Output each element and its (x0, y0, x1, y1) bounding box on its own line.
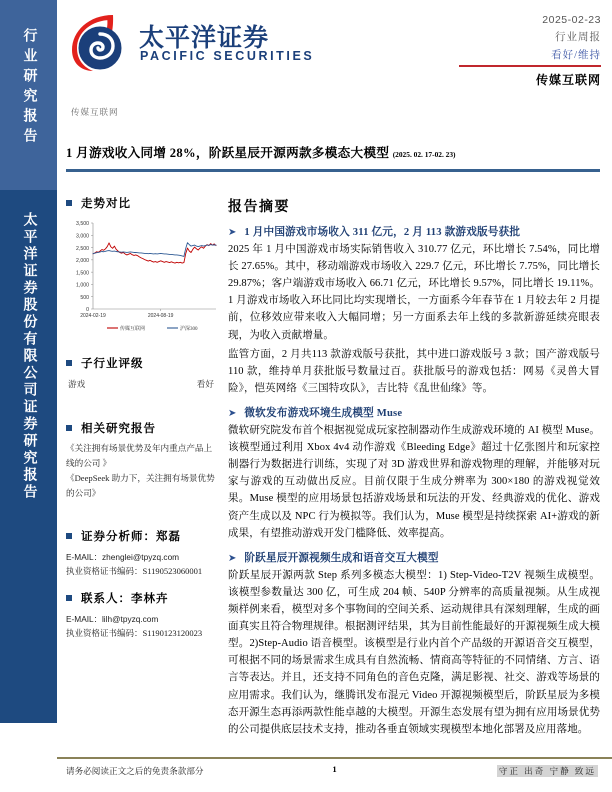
square-bullet-icon (66, 360, 72, 366)
related-report-item[interactable]: 的公司》 (66, 487, 101, 498)
related-reports-list (66, 442, 218, 501)
right-column (228, 196, 600, 740)
header-sub-brand: 传媒互联网 (71, 107, 119, 117)
summary-body (228, 226, 600, 738)
trend-chart (66, 217, 218, 339)
svg-text:3,500: 3,500 (76, 221, 89, 228)
pacific-securities-logo-icon (67, 12, 133, 74)
summary-paragraph: 监管方面，2 月共113 款游戏版号获批，其中进口游戏版号 3 款；国产游戏版号 110 款，维持单月获批版号数量过百。获批版号的游戏包括：网易《灵兽大冒险》，恺英网络《三国特攻队》，吉比特《乱世仙缘》等。 (228, 348, 600, 394)
page-title (66, 142, 600, 161)
summary-paragraph: 2025 年 1 月中国游戏市场实际销售收入 310.77 亿元，环比增长 7.54%，同比增长 27.65%。其中，移动端游戏市场收入 229.7 亿元，环比增长 7.75%，同比增长 29.87%；客户端游戏市场收入 66.71 亿元，环比增长 9.57%，同比增长 19.11%。1 月游戏市场收入环比同比均实现增长，一方面系今年春节在 1 月较去年 2 月提前，位移效应带来收入大幅同增；另一方面系去年上线的多款新游延续亮眼表现，为收入贡献增量。 (228, 244, 600, 341)
trend-section-title: 走势对比 (81, 198, 131, 210)
svg-text:2024-08-19: 2024-08-19 (147, 313, 174, 319)
svg-text:500: 500 (80, 294, 89, 301)
square-bullet-icon (66, 200, 72, 206)
header-divider (459, 65, 601, 67)
sidebar-bottom-label: 太平洋证券股份有限公司证券研究报告 (21, 212, 37, 501)
analyst-name: 证券分析师：郑磊 (81, 530, 181, 543)
analyst-email[interactable]: E-MAIL：zhenglei@tpyzq.com (66, 551, 180, 562)
analyst-section-header (66, 528, 218, 544)
svg-text:2,000: 2,000 (76, 258, 89, 265)
summary-paragraph: 阶跃星辰开源两款 Step 系列多模态大模型：1) Step-Video-T2V 视频生成模型。该模型参数量达 300 亿，可生成 204 帧、540P 分辨率的高质量视频。从生成视频样例来看，模型对多个事物间的空间关系、运动规律具有深刻理解，生成的画面真实且符合物理规律。根据测评结果，其为目前性能最好的开源视频生成大模型。2)Step-Audio 语音模型。该模型是行业内首个产品级的开源语音交互模型，可根据不同的场景需求生成具有自然流畅、情商高等特征的不同情绪、方言、语言等表达。并且，还支持不同角色的音色克隆，满足影视、社交、游戏等场景的应用需求。我们认为，继腾讯发布混元 Video 开源视频模型后，阶跃星辰为多模态开源生态再添两款性能卓越的大模型。开源生态发展有望为拥有应用场景优势的公司提供底层技术支持，推动各垂直领域实现模型本地化部署及应用落地。 (228, 569, 600, 735)
summary-paragraph: 微软研究院发布首个根据视觉成玩家控制器动作生成游戏环境的 AI 模型 Muse。该模型通过利用 Xbox 4v4 动作游戏《Bleeding Edge》超过十亿张图片和玩家控制器行为数据进行训练，实现了对 3D 游戏世界和游戏物理的理解，并能够对玩家与游戏的互动做出反应。目前仅限于生成分辨率为 300×180 的游戏视觉效果。Muse 模型的应用场景包括游戏场景和玩法的开发、经典游戏的优化、游戏资产生成以及 NPC 行为模拟等。我们认为，Muse 模型是持续探索 AI+游戏的新成果，有望推动游戏开发门槛降低、效率提高。 (228, 424, 600, 539)
analyst-license: 执业资格证书编码：S1190523060001 (66, 565, 203, 576)
svg-text:沪深300: 沪深300 (180, 327, 198, 332)
contact-license: 执业资格证书编码：S1190123120023 (66, 628, 203, 639)
sidebar-bottom-band (0, 190, 57, 723)
page-footer (57, 761, 612, 789)
svg-text:2024-02-19: 2024-02-19 (80, 313, 106, 319)
summary-section-header (228, 407, 600, 421)
svg-text:1,000: 1,000 (76, 282, 89, 289)
arrow-bullet-icon: ➤ (228, 407, 237, 419)
page-title-date-range: (2025. 02. 17-02. 23) (392, 150, 456, 159)
page-title-text: 1 月游戏收入同增 28%，阶跃星辰开源两款多模态大模型 (66, 146, 390, 160)
contact-section-header (66, 590, 218, 606)
square-bullet-icon (66, 533, 72, 539)
report-date: 2025-02-23 (542, 14, 601, 26)
rating-section-header (66, 355, 218, 371)
trend-section-header (66, 195, 218, 211)
sidebar-top-label: 行业研究报告 (21, 28, 37, 148)
logo-english-name: PACIFIC SECURITIES (140, 49, 315, 63)
footer-disclaimer: 请务必阅读正文之后的免责条款部分 (66, 766, 204, 776)
title-underline-bar (66, 169, 600, 172)
related-report-item[interactable]: 线的公司 》 (66, 457, 112, 468)
summary-section-title: 微软发布游戏环境生成模型 Muse (244, 407, 403, 419)
svg-text:3,000: 3,000 (76, 233, 89, 240)
header-meta (431, 14, 601, 88)
summary-section-title: 阶跃星辰开源视频生成和语音交互大模型 (244, 552, 439, 564)
report-rating: 看好/维持 (551, 50, 601, 61)
arrow-bullet-icon: ➤ (228, 552, 237, 564)
svg-text:0: 0 (86, 307, 89, 314)
footer-divider (57, 757, 612, 759)
reports-section-title: 相关研究报告 (81, 423, 156, 435)
footer-page-number: 1 (332, 764, 337, 774)
page-header (57, 0, 612, 125)
rating-row-value: 看好 (196, 379, 214, 389)
square-bullet-icon (66, 595, 72, 601)
arrow-bullet-icon: ➤ (228, 227, 237, 238)
footer-motto: 守正 出奇 宁静 致远 (498, 766, 596, 776)
title-block (66, 142, 600, 172)
contact-email[interactable]: E-MAIL：lilh@tpyzq.com (66, 614, 159, 625)
sub-industry-rating-list (66, 378, 218, 390)
summary-section-header (228, 226, 600, 240)
summary-section-header (228, 552, 600, 566)
svg-text:传媒互联网: 传媒互联网 (120, 327, 146, 332)
logo-chinese-name: 太平洋证券 (139, 24, 270, 52)
svg-text:2,500: 2,500 (76, 245, 89, 252)
summary-section-title: 1 月中国游戏市场收入 311 亿元，2 月 113 款游戏版号获批 (244, 227, 521, 238)
left-column (66, 195, 218, 641)
left-sidebar (0, 0, 57, 792)
company-logo (67, 12, 367, 74)
contact-name: 联系人：李林卉 (81, 593, 169, 606)
related-report-item[interactable]: 《关注拥有场景优势及年内重点产品上 (66, 443, 213, 453)
rating-row-name: 游戏 (68, 379, 86, 389)
svg-text:1,500: 1,500 (76, 270, 89, 277)
trend-chart-svg (66, 217, 218, 339)
rating-section-title: 子行业评级 (81, 358, 144, 370)
summary-heading: 报告摘要 (228, 200, 290, 215)
industry-name: 传媒互联网 (535, 72, 601, 87)
sidebar-top-band (0, 0, 57, 190)
report-type: 行业周报 (555, 32, 601, 43)
square-bullet-icon (66, 425, 72, 431)
rating-row (66, 378, 218, 390)
reports-section-header (66, 420, 218, 436)
related-report-item[interactable]: 《DeepSeek 助力下，关注拥有场景优势 (66, 472, 215, 483)
